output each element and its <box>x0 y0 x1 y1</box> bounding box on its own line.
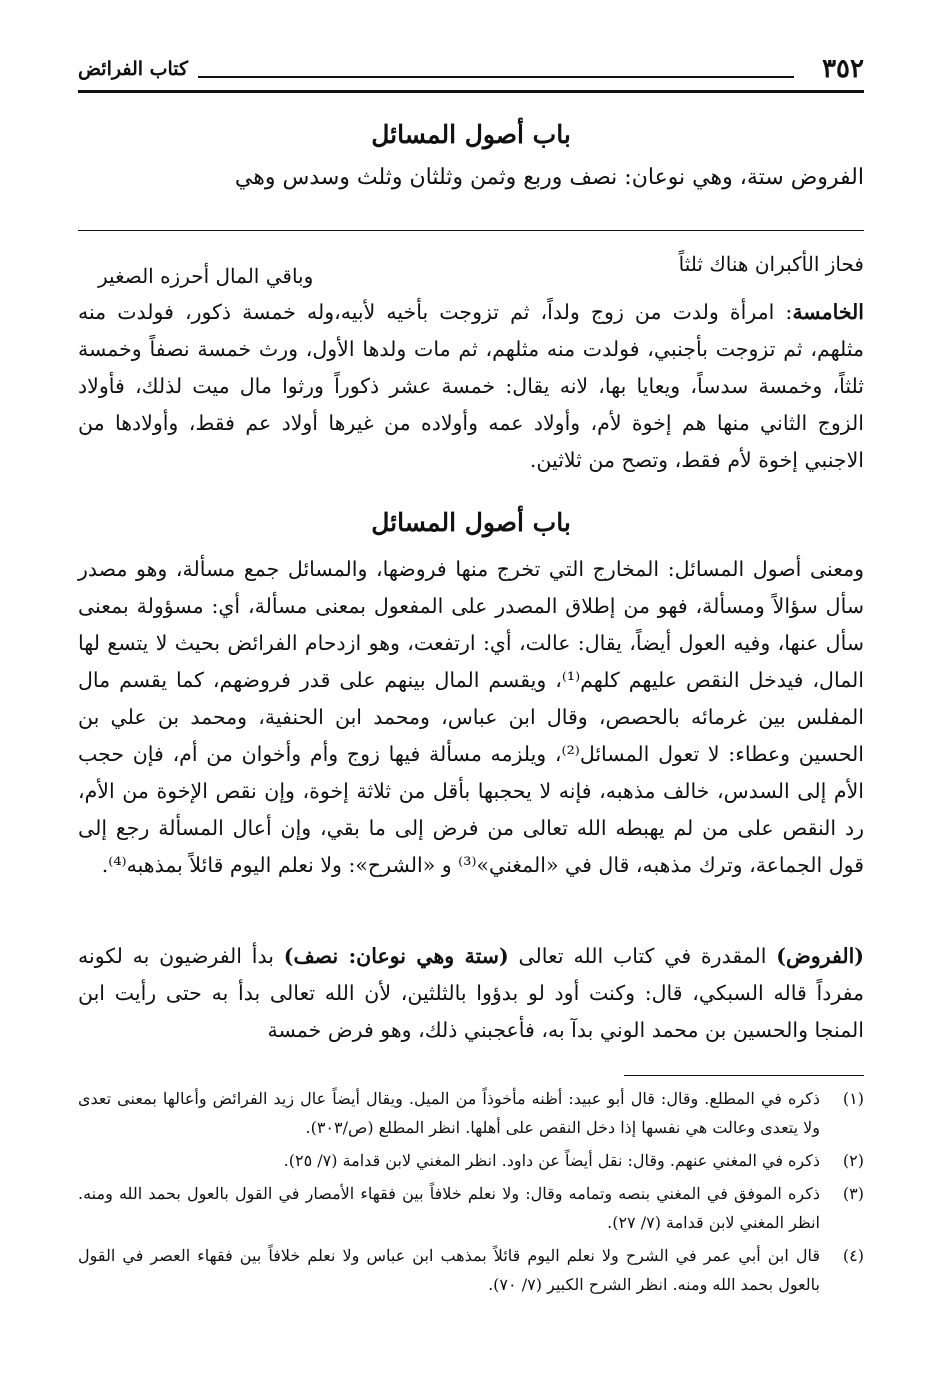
matn-section <box>78 120 864 196</box>
verse-second-hemistich: وباقي المال أحرزه الصغير <box>98 264 314 288</box>
term-furud: (الفروض) <box>776 944 865 968</box>
matn-divider <box>78 230 864 231</box>
paragraph-fifth <box>78 294 864 479</box>
commentary-section <box>78 508 864 884</box>
paragraph-furud <box>78 938 864 1049</box>
paragraph-furud-part2: بدأ الفرضيون به لكونه مفرداً قاله السبكي، قال: وكنت أود لو بدؤوا بالثلثين، لأن الله تعالى بدأ به حتى رأيت ابن المنجا والحسين بن محمد الوني بدآ به، فأعجبني ذلك، وهو فرض خمسة <box>78 944 864 1042</box>
footnote-text: قال ابن أبي عمر في الشرح ولا نعلم اليوم قائلاً بمذهب ابن عباس ولا نعلم خلافاً بين فقهاء العصر في القول بالعول بحمد الله ومنه. انظر الشرح الكبير (٧/ ٧٠). <box>78 1246 820 1294</box>
footnote-item <box>78 1241 864 1299</box>
verse-first-hemistich: فحاز الأكبران هناك ثلثاً <box>678 252 864 276</box>
commentary-paragraph: ومعنى أصول المسائل: المخارج التي تخرج منها فروضها، والمسائل جمع مسألة، وهو مصدر سأل سؤالاً ومسألة، فهو من إطلاق المصدر على المفعول بمعنى مسألة، أي: مسؤولة بمعنى سأل عنها، وفيه العول أيضاً، يقال: عالت، أي: ارتفعت، وهو ازدحام الفرائض بحيث لا يتسع لها المال، فيدخل النقص عليهم كلهم⁽¹⁾، ويقسم المال بينهم على قدر فروضهم، كما يقسم مال المفلس بين غرمائه بالحصص، وقال ابن عباس، ومحمد ابن الحنفية، ومحمد بن علي بن الحسين وعطاء: لا تعول المسائل⁽²⁾، ويلزمه مسألة فيها زوج وأم وأخوان من أم، فإن حجب الأم إلى السدس، خالف مذهبه، فإنه لا يحجبها بأقل من ثلاثة إخوة، وإن نقص الإخوة من الأم، رد النقص على من لم يهبطه الله تعالى من فرض إلى ما بقي، وإن أعال المسألة رجع إلى قول الجماعة، وترك مذهبه، قال في «المغني»⁽³⁾ و «الشرح»: ولا نعلم اليوم قائلاً بمذهبه⁽⁴⁾. <box>78 557 864 877</box>
header-line <box>198 76 794 78</box>
footnote-text: ذكره في المطلع. وقال: قال أبو عبيد: أظنه مأخوذاً من الميل. ويقال أيضاً عال زيد الفرائض وأعالها بمعنى تعدى ولا يتعدى وعالت هي نفسها إذا دخل النقص على أهلها. انظر المطلع (ص/٣٠٣). <box>78 1089 820 1137</box>
footnote-text: ذكره في المغني عنهم. وقال: نقل أيضاً عن داود. انظر المغني لابن قدامة (٧/ ٢٥). <box>283 1151 820 1170</box>
paragraph-body: : امرأة ولدت من زوج ولداً، ثم تزوجت بأخيه لأبيه،وله خمسة ذكور، فولدت منه مثلهم، ثم تزوجت بأجنبي، فولدت منه مثلهم، ثم مات ولدها الأول، ورث خمسة نصفاً وخمسة ثلثاً، وخمسة سدساً، ويعايا بها، لانه يقال: خمسة عشر ذكوراً ورثوا مال ميت لذلك، فأولاد الزوج الثاني منها هم إخوة لأم، وأولاد عمه وأولاده من غيرها أولاد عم فقط، وأولادها من الاجنبي إخوة لأم فقط، وتصح من ثلاثين. <box>78 300 864 472</box>
term-sitta: (ستة وهي نوعان: نصف) <box>283 944 509 968</box>
paragraph-furud-part1: المقدرة في كتاب الله تعالى <box>508 944 777 968</box>
header-rule <box>78 90 864 93</box>
page-number: ٣٥٢ <box>822 54 864 84</box>
poetry-verse <box>78 252 864 288</box>
section-heading: باب أصول المسائل <box>371 120 571 149</box>
footnote-number: (١) <box>842 1089 864 1108</box>
running-header <box>78 52 864 92</box>
footnote-item <box>78 1146 864 1175</box>
footnotes <box>78 1084 864 1303</box>
book-title: كتاب الفرائض <box>78 58 189 80</box>
paragraph-lead-term: الخامسة <box>792 300 864 324</box>
footnote-number: (٢) <box>842 1151 864 1170</box>
footnote-rule <box>624 1075 864 1076</box>
footnote-number: (٣) <box>842 1184 864 1203</box>
commentary-heading: باب أصول المسائل <box>371 508 571 537</box>
footnote-item <box>78 1084 864 1142</box>
footnote-item <box>78 1179 864 1237</box>
footnote-number: (٤) <box>842 1246 864 1265</box>
matn-text: الفروض ستة، وهي نوعان: نصف وربع وثمن وثلثان وثلث وسدس وهي <box>234 165 864 190</box>
footnote-text: ذكره الموفق في المغني بنصه وتمامه وقال: ولا نعلم خلافاً بين فقهاء الأمصار في القول بالعول بحمد الله ومنه. انظر المغني لابن قدامة (٧/ ٢٧). <box>78 1184 820 1232</box>
